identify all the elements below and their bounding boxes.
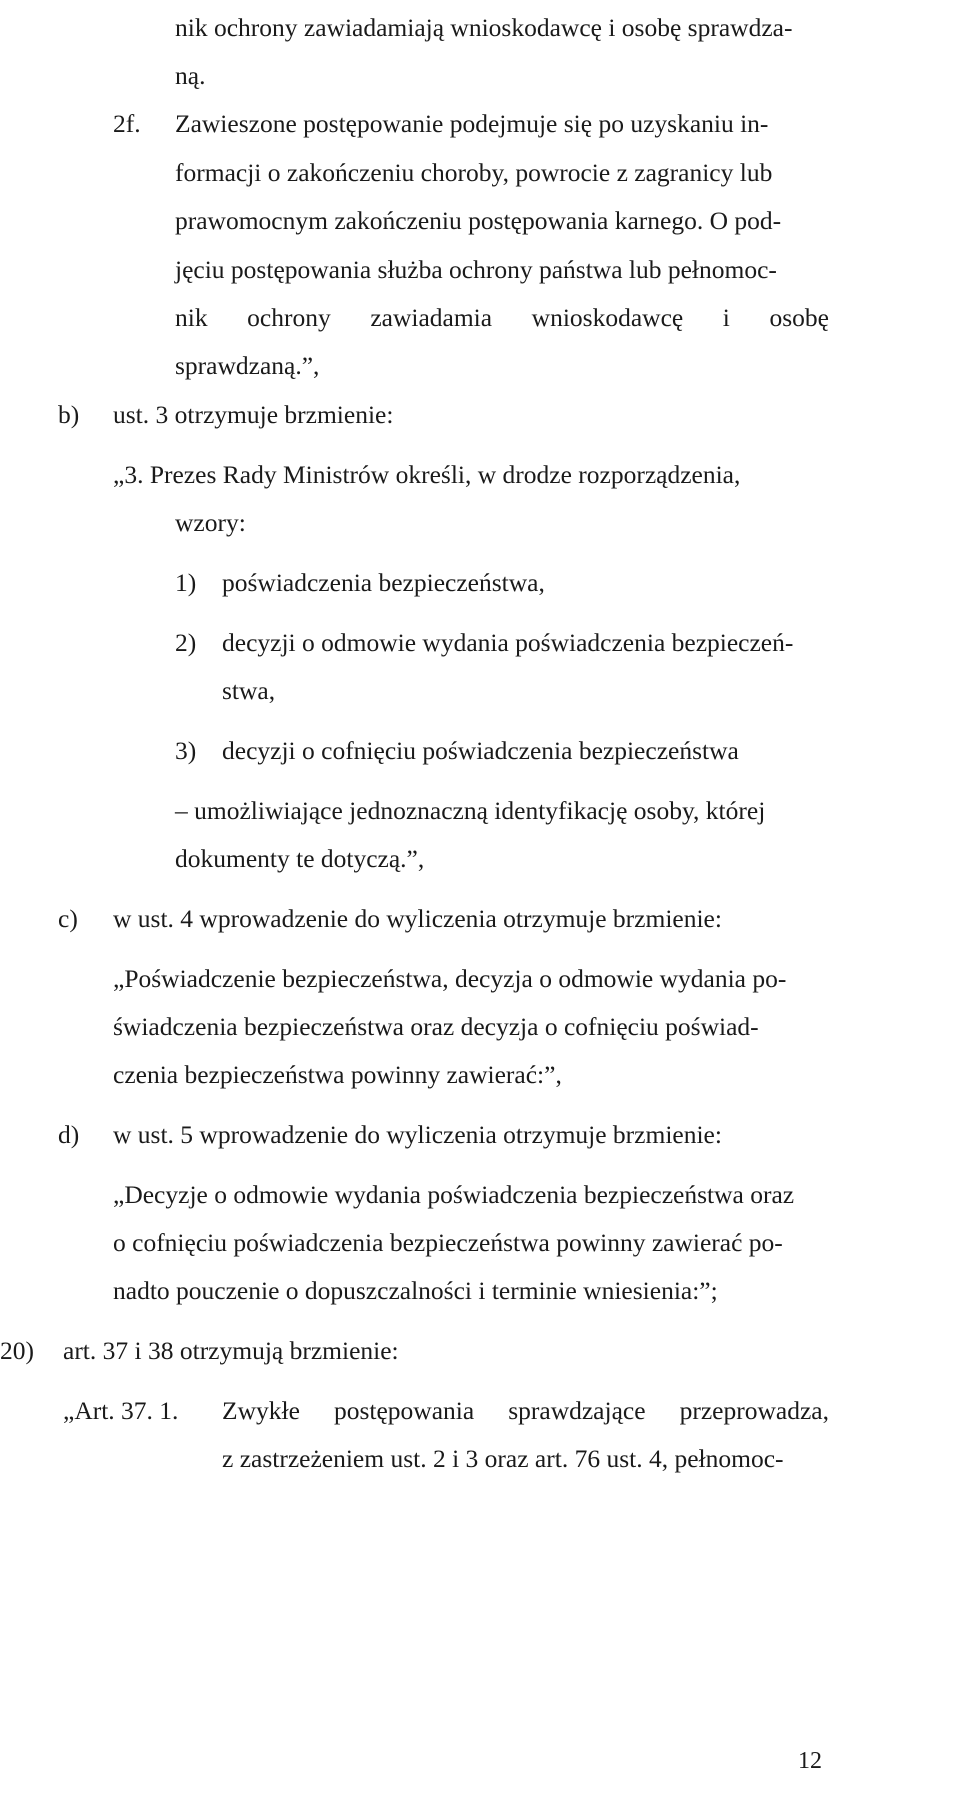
text-line: prawomocnym zakończeniu postępowania karnego. O pod- [175, 206, 782, 235]
word: postępowania [333, 1396, 475, 1425]
list-text-continued: stwa, [222, 676, 276, 705]
item-letter: d) [58, 1120, 80, 1149]
list-number: 3) [175, 736, 197, 765]
text-line: „Decyzje o odmowie wydania poświadczenia bezpieczeństwa oraz [113, 1180, 795, 1209]
text-line: – umożliwiające jednoznaczną identyfikację osoby, której [175, 796, 766, 825]
text-line: o cofnięciu poświadczenia bezpieczeństwa powinny zawierać po- [113, 1228, 783, 1257]
text-line: nik ochrony zawiadamiają wnioskodawcę i osobę sprawdza- [175, 13, 793, 42]
text-line: dokumenty te dotyczą.”, [175, 844, 425, 873]
text-line: jęciu postępowania służba ochrony państwa lub pełnomoc- [175, 255, 777, 284]
word: ochrony [247, 303, 331, 332]
word: Zwykłe [222, 1396, 300, 1425]
word: sprawdzające [508, 1396, 646, 1425]
text-line: Zawieszone postępowanie podejmuje się po uzyskaniu in- [175, 109, 769, 138]
text-line: „Poświadczenie bezpieczeństwa, decyzja o odmowie wydania po- [113, 964, 787, 993]
text-line: wzory: [175, 508, 246, 537]
text-line: nadto pouczenie o dopuszczalności i terminie wniesienia:”; [113, 1276, 718, 1305]
text-line: ną. [175, 61, 206, 90]
item-text: w ust. 5 wprowadzenie do wyliczenia otrzymuje brzmienie: [113, 1120, 722, 1149]
justified-text-line [222, 1398, 829, 1424]
word: osobę [769, 303, 829, 332]
justified-text-line [175, 305, 829, 331]
article-label: „Art. 37. 1. [63, 1396, 179, 1425]
paragraph-number: 2f. [113, 109, 141, 138]
list-text: poświadczenia bezpieczeństwa, [222, 568, 545, 597]
word: przeprowadza, [679, 1396, 829, 1425]
word: wnioskodawcę [531, 303, 684, 332]
text-line: formacji o zakończeniu choroby, powrocie z zagranicy lub [175, 158, 773, 187]
word: i [722, 303, 730, 332]
word: zawiadamia [370, 303, 493, 332]
item-letter: c) [58, 904, 78, 933]
text-line: z zastrzeżeniem ust. 2 i 3 oraz art. 76 ust. 4, pełnomoc- [222, 1444, 784, 1473]
point-number: 20) [0, 1336, 34, 1365]
text-line: „3. Prezes Rady Ministrów określi, w drodze rozporządzenia, [113, 460, 741, 489]
word: nik [175, 303, 208, 332]
item-letter: b) [58, 400, 80, 429]
list-number: 2) [175, 628, 197, 657]
list-text: decyzji o cofnięciu poświadczenia bezpieczeństwa [222, 736, 739, 765]
item-text: w ust. 4 wprowadzenie do wyliczenia otrzymuje brzmienie: [113, 904, 722, 933]
list-number: 1) [175, 568, 197, 597]
text-line: świadczenia bezpieczeństwa oraz decyzja o cofnięciu poświad- [113, 1012, 759, 1041]
list-text: decyzji o odmowie wydania poświadczenia bezpieczeń- [222, 628, 794, 657]
point-text: art. 37 i 38 otrzymują brzmienie: [63, 1336, 399, 1365]
text-line: sprawdzaną.”, [175, 351, 320, 380]
text-line: czenia bezpieczeństwa powinny zawierać:”, [113, 1060, 562, 1089]
item-text: ust. 3 otrzymuje brzmienie: [113, 400, 394, 429]
page-number: 12 [798, 1748, 822, 1774]
